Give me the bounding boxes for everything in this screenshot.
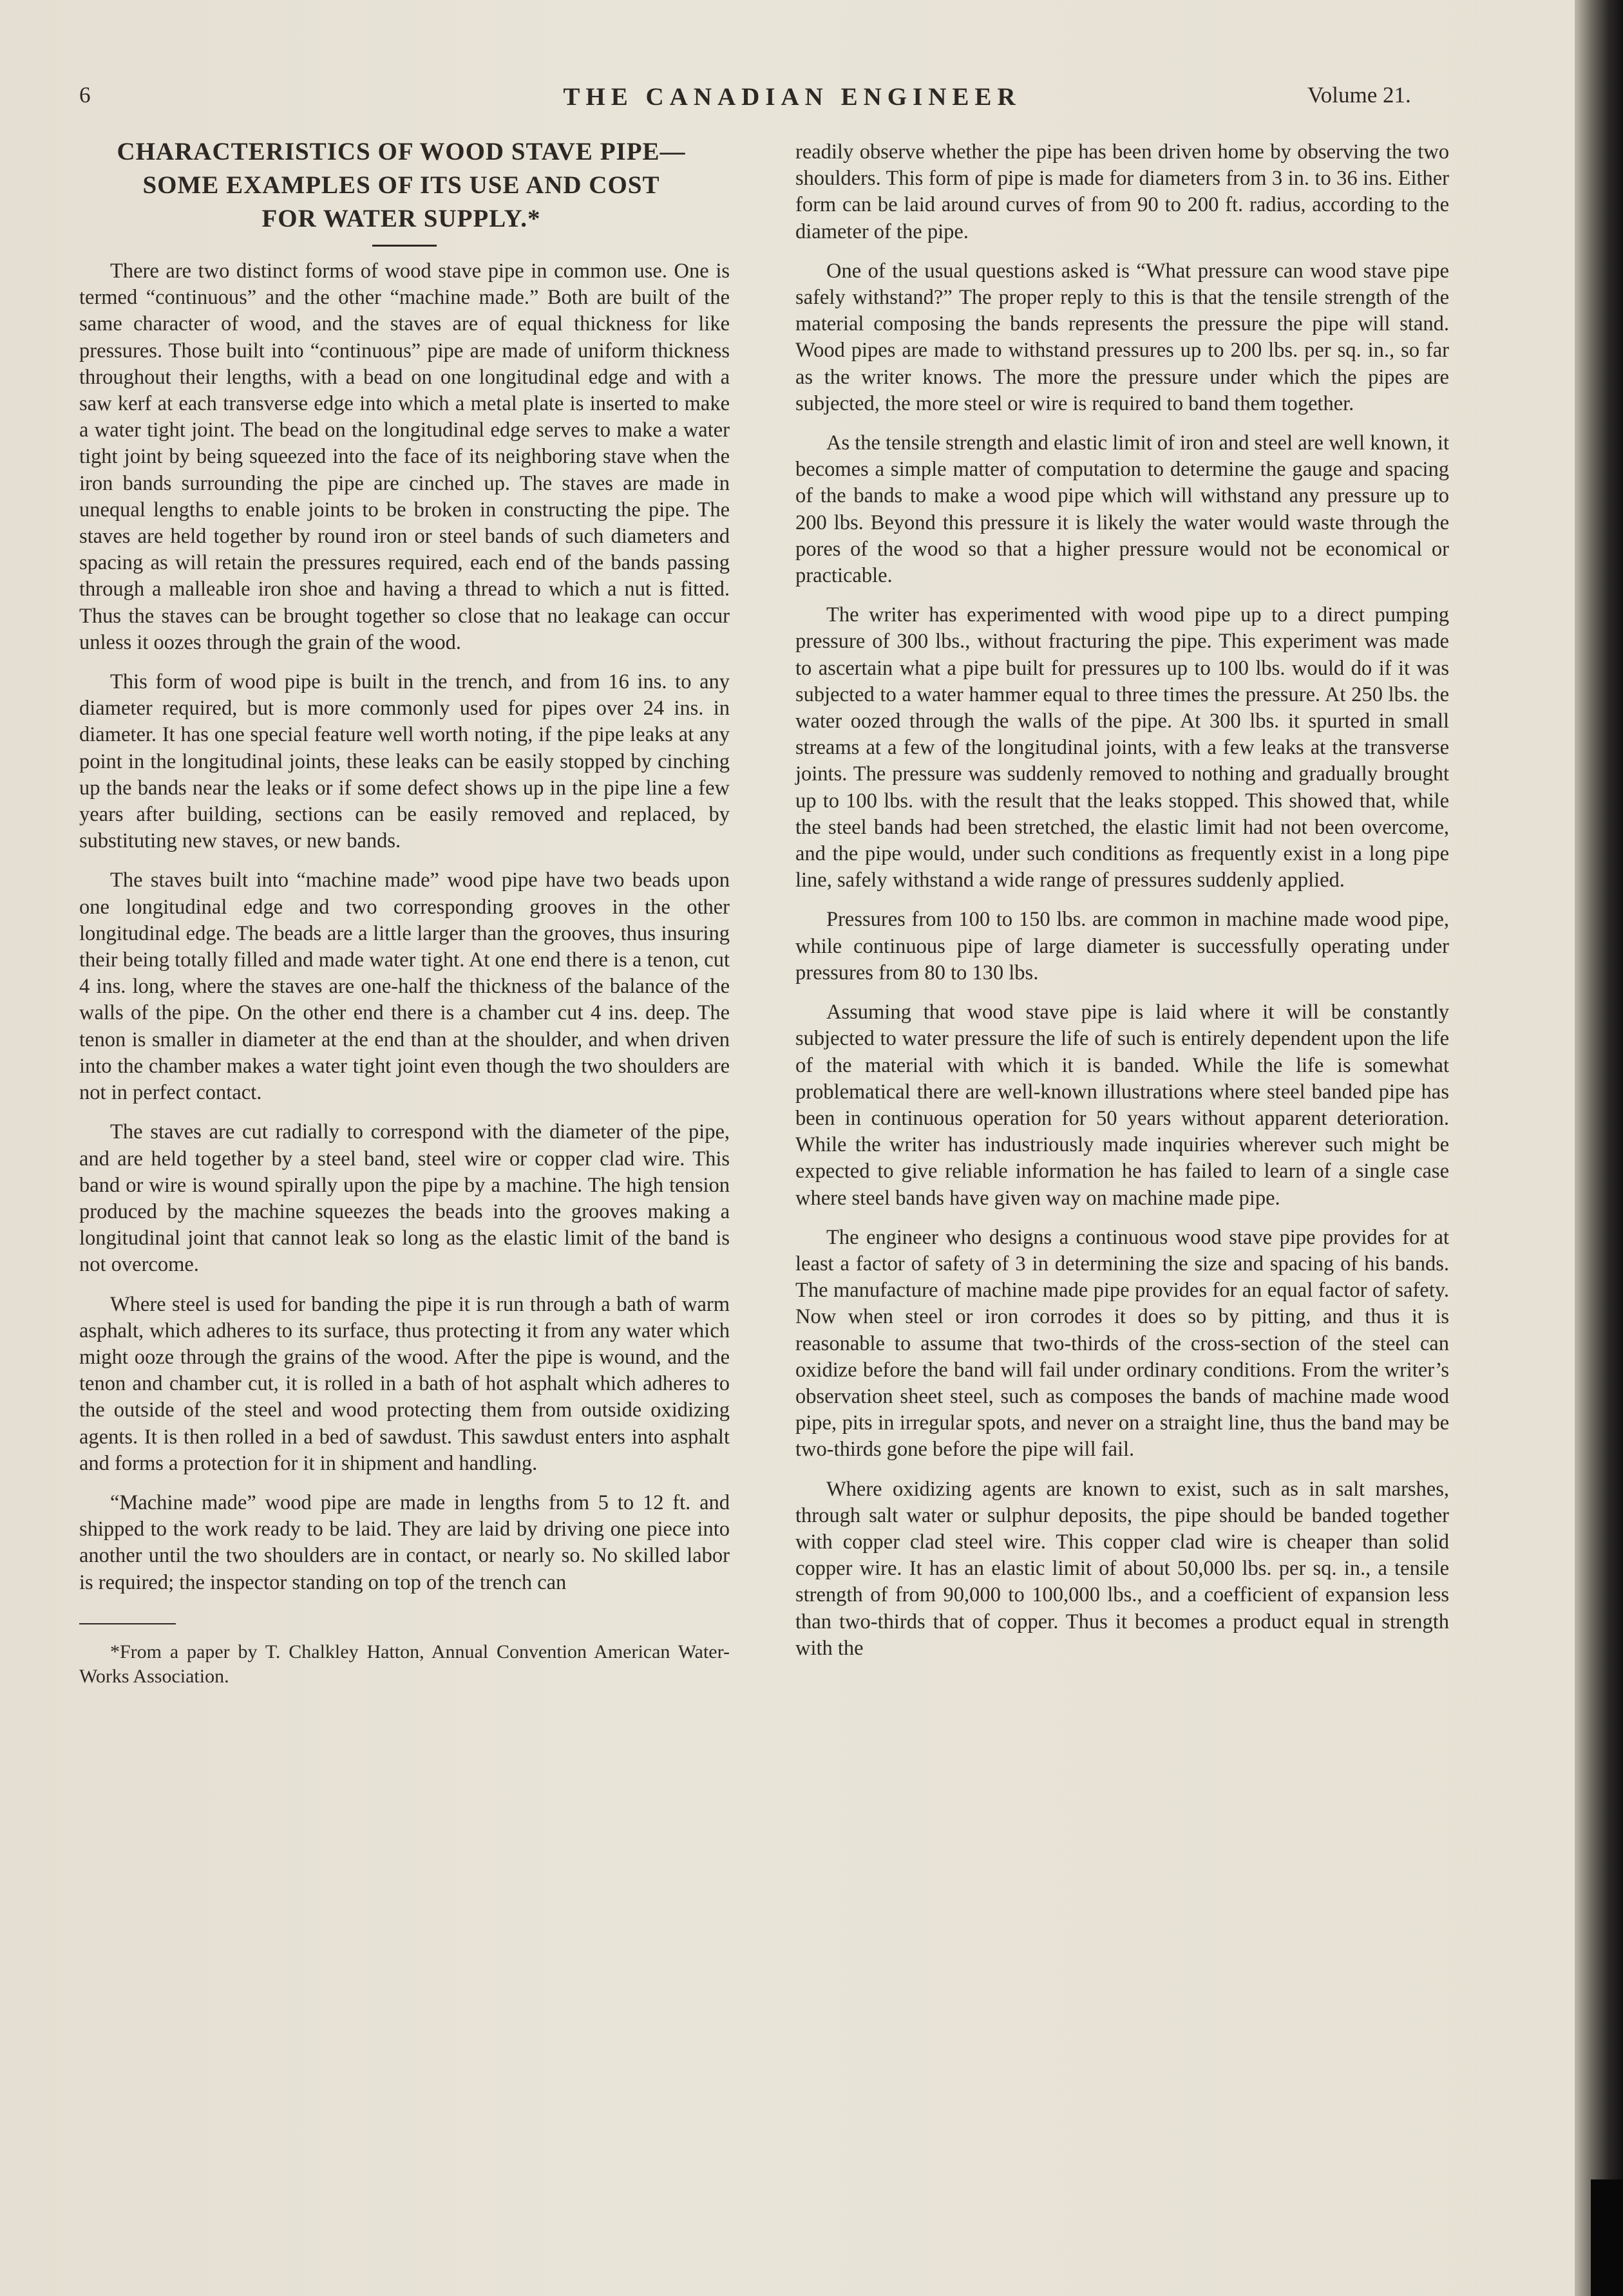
body-paragraph: This form of wood pipe is built in the trench, and from 16 ins. to any diameter required, but is more commonly used for pipes over 24 ins. in diameter. It has one special feature well worth noting, if the pipe leaks at any point in the longitudinal joints, these leaks can be easily stopped by cinching up the bands near the leaks or if some defect shows up in the pipe line a few years after building, sections can be easily removed and replaced, by substituting new staves, or new bands. [79, 670, 730, 853]
volume-label: Volume 21. [1307, 82, 1411, 108]
journal-title: THE CANADIAN ENGINEER [563, 83, 1021, 111]
footnote-divider [79, 1623, 176, 1624]
article-title [79, 135, 723, 236]
body-paragraph: Where oxidizing agents are known to exist, such as in salt marshes, through salt water or sulphur deposits, the pipe should be banded together with copper clad steel wire. This copper clad wire is cheaper than solid copper wire. It has an elastic limit of about 50,000 lbs. per sq. in., a tensile strength of from 90,000 to 100,000 lbs., and a coefficient of expansion less than two-thirds that of copper. Thus it becomes a product equal in strength with the [795, 1477, 1449, 1660]
body-paragraph: Pressures from 100 to 150 lbs. are common in machine made wood pipe, while continuous pipe of large diameter is successfully operating under pressures from 80 to 130 lbs. [795, 908, 1449, 984]
body-paragraph: The writer has experimented with wood pipe up to a direct pumping pressure of 300 lbs., without fracturing the pipe. This experiment was made to ascertain what a pipe built for pressures up to 100 lbs. would do if it was subjected to a water hammer equal to three times the pressure. At 250 lbs. the water oozed through the walls of the pipe. At 300 lbs. it spurted in small streams at a few of the longitudinal joints, with a few leaks at the transverse joints. The pressure was suddenly removed to nothing and gradually brought up to 100 lbs. with the result that the leaks stopped. This showed that, while the steel bands had been stretched, the elastic limit had not been overcome, and the pipe would, under such conditions as frequently exist in a long pipe line, safely withstand a wide range of pressures suddenly applied. [795, 603, 1449, 892]
body-paragraph: Assuming that wood stave pipe is laid where it will be constantly subjected to water pressure the life of such is entirely dependent upon the life of the material with which it is banded. While the life is somewhat problematical there are well-known illustrations where steel banded pipe has been in continuous operation for 50 years without apparent deterioration. While the writer has industriously made inquiries wherever such might be expected to give reliable information he has failed to learn of a single case where steel bands have given way on machine made pipe. [795, 1001, 1449, 1210]
scan-edge-shadow [1591, 2179, 1623, 2296]
body-paragraph-continued: readily observe whether the pipe has been driven home by observing the two shoulders. This form of pipe is made for diameters from 3 in. to 36 ins. Either form can be laid around curves of from 90 to 200 ft. radius, according to the diameter of the pipe. [795, 140, 1449, 243]
body-paragraph: One of the usual questions asked is “What pressure can wood stave pipe safely withstand?” The proper reply to this is that the tensile strength of the material composing the bands represents the pressure the pipe will stand. Wood pipes are made to withstand pressures up to 200 lbs. per sq. in., so far as the writer knows. The more the pressure under which the pipes are subjected, the more steel or wire is required to band them together. [795, 259, 1449, 415]
footnote: *From a paper by T. Chalkley Hatton, Annual Convention American Water-Works Association. [79, 1641, 730, 1687]
article-title-line: SOME EXAMPLES OF ITS USE AND COST [142, 171, 660, 199]
left-column [79, 135, 730, 1689]
page-number: 6 [79, 82, 91, 108]
article-title-line: CHARACTERISTICS OF WOOD STAVE PIPE— [117, 138, 686, 165]
body-paragraph: Where steel is used for banding the pipe it is run through a bath of warm asphalt, which adheres to its surface, thus protecting it from any water which might ooze through the grains of the wood. After the pipe is wound, and the tenon and chamber cut, it is rolled in a bath of hot asphalt which adheres to the outside of the steel and wood protecting them from outside oxidizing agents. It is then rolled in a bed of sawdust. This sawdust enters into asphalt and forms a protection for it in shipment and handling. [79, 1292, 730, 1475]
running-header [0, 82, 1575, 121]
body-paragraph: As the tensile strength and elastic limit of iron and steel are well known, it becomes a simple matter of computation to determine the gauge and spacing of the bands to make a wood pipe which will withstand any pressure up to 200 lbs. Beyond this pressure it is likely the water would waste through the pores of the wood so that a higher pressure would not be economical or practicable. [795, 431, 1449, 588]
page-binding-edge [1575, 0, 1623, 2296]
body-paragraph: The staves built into “machine made” wood pipe have two beads upon one longitudinal edge and two corresponding grooves in the other longitudinal edge. The beads are a little larger than the grooves, thus insuring their being totally filled and made water tight. At one end there is a tenon, cut 4 ins. long, where the staves are one-half the thickness of the balance of the walls of the pipe. On the other end there is a chamber cut 4 ins. deep. The tenon is smaller in diameter at the end than at the shoulder, and when driven into the chamber makes a water tight joint even though the two shoulders are not in perfect contact. [79, 869, 730, 1105]
right-column [795, 139, 1449, 1662]
body-paragraph: The staves are cut radially to correspond with the diameter of the pipe, and are held together by a steel band, steel wire or copper clad wire. This band or wire is wound spirally upon the pipe by a machine. The high tension produced by the machine squeezes the beads into the grooves making a longitudinal joint that cannot leak so long as the elastic limit of the band is not overcome. [79, 1120, 730, 1277]
body-paragraph: The engineer who designs a continuous wood stave pipe provides for at least a factor of safety of 3 in determining the size and spacing of his bands. The manufacture of machine made pipe provides for an equal factor of safety. Now when steel or iron corrodes it does so by pitting, and thus it is reasonable to assume that two-thirds of the cross-section of the steel can oxidize before the band will fail under ordinary conditions. From the writer’s observation sheet steel, such as composes the bands of machine made wood pipe, pits in irregular spots, and never on a straight line, thus the band may be two-thirds gone before the pipe will fail. [795, 1225, 1449, 1462]
body-paragraph: There are two distinct forms of wood stave pipe in common use. One is termed “continuous” and the other “machine made.” Both are built of the same character of wood, and the staves are of equal thickness for like pressures. Those built into “continuous” pipe are made of uniform thickness throughout their lengths, with a bead on one longitudinal edge and with a saw kerf at each transverse edge into which a metal plate is inserted to make a water tight joint. The bead on the longitudinal edge serves to make a water tight joint by being squeezed into the face of its neighboring stave when the iron bands surrounding the pipe are cinched up. The staves are made in unequal lengths to enable joints to be broken in constructing the pipe. The staves are held together by round iron or steel bands of such diameters and spacing as will retain the pressures required, each end of the bands passing through a malleable iron shoe and having a thread to which a nut is fitted. Thus the staves can be brought together so close that no leakage can occur unless it oozes through the grain of the wood. [79, 259, 730, 654]
title-divider [372, 245, 437, 247]
article-title-line: FOR WATER SUPPLY.* [261, 205, 541, 232]
body-paragraph: “Machine made” wood pipe are made in lengths from 5 to 12 ft. and shipped to the work ready to be laid. They are laid by driving one piece into another until the two shoulders are in contact, or nearly so. No skilled labor is required; the inspector standing on top of the trench can [79, 1491, 730, 1594]
